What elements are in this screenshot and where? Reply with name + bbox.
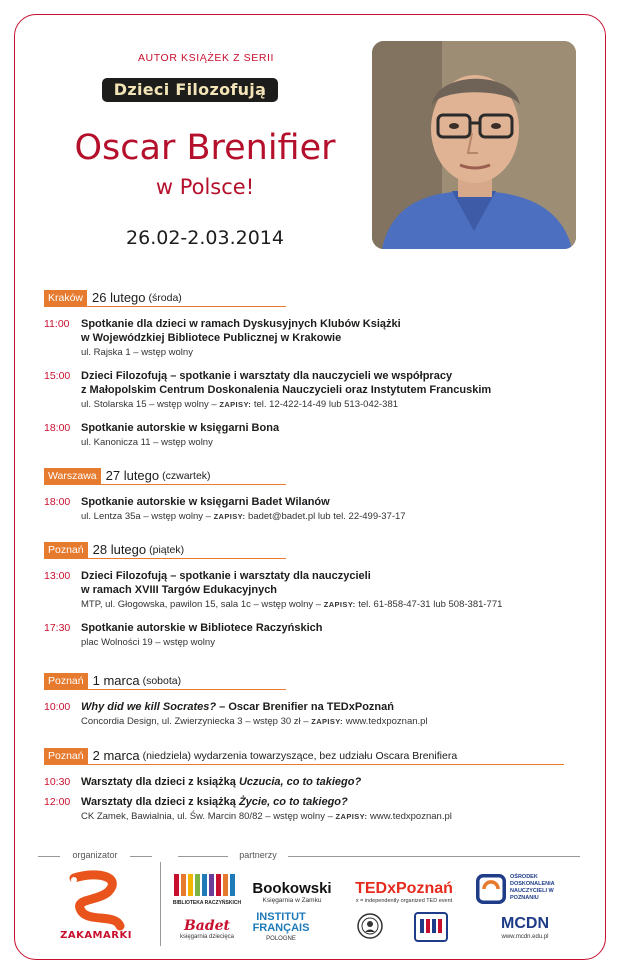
event-title: Dzieci Filozofują – spotkanie i warsztaty dla nauczycieli: [81, 570, 371, 582]
day-label: 2 marca: [92, 748, 140, 763]
event-time: 11:00: [44, 318, 70, 330]
event-address: [81, 398, 564, 411]
event-time: 17:30: [44, 622, 71, 634]
event-item: [44, 795, 564, 823]
subtitle: w Polsce!: [155, 175, 255, 199]
signup-label: ZAPISY:: [213, 512, 246, 521]
mcdn-name: MCDN: [501, 915, 549, 932]
event-title: [81, 795, 564, 809]
event-dates: 26.02-2.03.2014: [126, 227, 284, 249]
section-poznan-28: [44, 542, 564, 649]
signup-contact: tel. 61-858-47-31 lub 508-381-771: [355, 599, 503, 610]
event-title: Spotkanie dla dzieci w ramach Dyskusyjnych Klubów Książki: [81, 318, 401, 330]
tedx-subtitle: x = independently organized TED event: [355, 898, 453, 904]
event-item: [44, 569, 564, 611]
signup-contact: tel. 12-422-14-49 lub 513-042-381: [251, 399, 399, 410]
day-label: 28 lutego: [92, 542, 147, 557]
event-address: [81, 810, 564, 823]
institut-name: INSTITUT FRANÇAIS: [252, 911, 310, 934]
weekday-label: (sobota): [142, 675, 182, 687]
author-portrait-image: [372, 41, 576, 249]
mcdn-logo: [480, 916, 570, 940]
bookowski-name: Bookowski: [252, 880, 332, 897]
address-text: Concordia Design, ul. Zwierzyniecka 3 – wstęp 30 zł –: [81, 716, 312, 727]
raczynskich-name: BIBLIOTEKA RACZYŃSKICH: [172, 900, 242, 906]
badet-name: Badet: [183, 918, 231, 934]
section-header: [44, 542, 286, 559]
event-address: [81, 510, 564, 523]
signup-label: ZAPISY:: [335, 812, 368, 821]
badet-subtitle: księgarnia dziecięca: [179, 934, 235, 940]
address-text: MTP, ul. Głogowska, pawilon 15, sala 1c – wstęp wolny –: [81, 599, 324, 610]
address-text: ul. Stolarska 15 – wstęp wolny –: [81, 399, 220, 410]
event-title: Spotkanie autorskie w Bibliotece Raczyńskich: [81, 622, 323, 634]
divider: [178, 856, 228, 857]
event-item: [44, 621, 564, 649]
day-label: 26 lutego: [92, 290, 146, 305]
odn-logo: [476, 872, 576, 912]
event-item: [44, 775, 564, 789]
event-address: [81, 598, 564, 611]
event-time: 10:30: [44, 776, 71, 788]
signup-contact: badet@badet.pl lub tel. 22-499-37-17: [245, 511, 406, 522]
bookowski-subtitle: Księgarnia w Zamku: [262, 897, 322, 904]
event-title: [81, 775, 564, 789]
author-name: Oscar Brenifier: [74, 128, 336, 168]
event-time: 18:00: [44, 496, 71, 508]
event-time: 12:00: [44, 796, 71, 808]
library-icon: [414, 912, 448, 942]
event-title: Spotkanie autorskie w księgarni Badet Wilanów: [81, 496, 330, 508]
weekday-label: (niedziela) wydarzenia towarzyszące, bez udziału Oscara Brenifiera: [142, 750, 458, 762]
divider: [160, 862, 161, 946]
signup-label: ZAPISY:: [311, 717, 344, 726]
seal-icon: [356, 912, 384, 940]
address-text: CK Zamek, Bawialnia, ul. Św. Marcin 80/82 – wstęp wolny –: [81, 811, 336, 822]
event-time: 13:00: [44, 570, 71, 582]
event-title-line2: w ramach XVIII Targów Edukacyjnych: [81, 584, 278, 596]
city-label: Kraków: [44, 290, 87, 306]
books-icon: [172, 872, 242, 898]
badet-logo: [172, 918, 242, 940]
organizer-name: ZAKAMARKI: [60, 930, 132, 941]
day-label: 27 lutego: [105, 468, 160, 483]
mcdn-url: www.mcdn.edu.pl: [501, 934, 549, 940]
section-poznan-2: [44, 748, 564, 823]
signup-label: ZAPISY:: [219, 400, 252, 409]
divider: [130, 856, 152, 857]
odn-emblem-icon: [476, 874, 506, 904]
organizer-label: organizator: [72, 850, 118, 860]
partners-label: partnerzy: [239, 850, 277, 860]
event-title: [81, 700, 564, 714]
event-title-line2: z Małopolskim Centrum Doskonalenia Nauczycieli oraz Instytutem Francuskim: [81, 384, 492, 396]
event-address: ul. Kanonicza 11 – wstęp wolny: [81, 437, 213, 448]
book-title: Uczucia, co to takiego?: [238, 776, 362, 788]
weekday-label: (środa): [148, 292, 182, 304]
event-time: 18:00: [44, 422, 71, 434]
tedx-name: TEDxPoznań: [355, 880, 453, 897]
event-title: Spotkanie autorskie w księgarni Bona: [81, 422, 280, 434]
event-address: [81, 715, 564, 728]
event-time: 10:00: [44, 701, 71, 713]
event-time: 15:00: [44, 370, 71, 382]
section-krakow: [44, 290, 564, 449]
bookowski-logo: [248, 880, 336, 904]
event-address: ul. Rajska 1 – wstęp wolny: [81, 347, 193, 358]
event-title: Dzieci Filozofują – spotkanie i warsztaty dla nauczycieli we współpracy: [81, 370, 453, 382]
library-logo: [414, 912, 448, 942]
divider: [38, 856, 60, 857]
event-item: [44, 495, 564, 523]
university-seal-logo: [356, 912, 384, 940]
series-logo: Dzieci Filozofują: [102, 78, 278, 102]
day-label: 1 marca: [92, 673, 140, 688]
event-title-line2: w Wojewódzkiej Bibliotece Publicznej w Krakowie: [81, 332, 342, 344]
city-label: Poznań: [44, 542, 88, 558]
section-header: [44, 468, 286, 485]
series-label: AUTOR KSIĄŻEK Z SERII: [137, 52, 275, 64]
event-item: [44, 369, 564, 411]
talk-title: Why did we kill Socrates?: [81, 701, 217, 713]
odn-name: OŚRODEK DOSKONALENIA NAUCZYCIELI W POZNANIU: [510, 874, 555, 901]
book-title: Życie, co to takiego?: [238, 796, 348, 808]
section-header: [44, 673, 286, 690]
city-label: Poznań: [44, 673, 88, 689]
weekday-label: (piątek): [149, 544, 185, 556]
city-label: Poznań: [44, 748, 88, 764]
signup-contact: www.tedxpoznan.pl: [367, 811, 452, 822]
event-item: [44, 317, 564, 359]
workshop-title: Warsztaty dla dzieci z książką: [81, 776, 239, 788]
event-item: [44, 700, 564, 728]
signup-contact: www.tedxpoznan.pl: [343, 716, 428, 727]
institut-francais-logo: [250, 912, 312, 942]
address-text: ul. Lentza 35a – wstęp wolny –: [81, 511, 214, 522]
author-photo: [372, 41, 576, 249]
event-item: [44, 421, 564, 449]
tedx-logo: [346, 880, 462, 904]
divider: [288, 856, 580, 857]
signup-label: ZAPISY:: [323, 600, 356, 609]
section-poznan-1: [44, 673, 564, 728]
event-address: plac Wolności 19 – wstęp wolny: [81, 637, 215, 648]
city-label: Warszawa: [44, 468, 101, 484]
section-warszawa: [44, 468, 564, 523]
workshop-title: Warsztaty dla dzieci z książką: [81, 796, 239, 808]
section-header: [44, 290, 286, 307]
weekday-label: (czwartek): [162, 470, 211, 482]
talk-title-rest: – Oscar Brenifier na TEDxPoznań: [216, 701, 394, 713]
section-header: [44, 748, 564, 765]
institut-subtitle: POLOGNE: [266, 936, 296, 942]
raczynskich-logo: [172, 872, 242, 906]
zakamarki-logo: [60, 868, 132, 938]
